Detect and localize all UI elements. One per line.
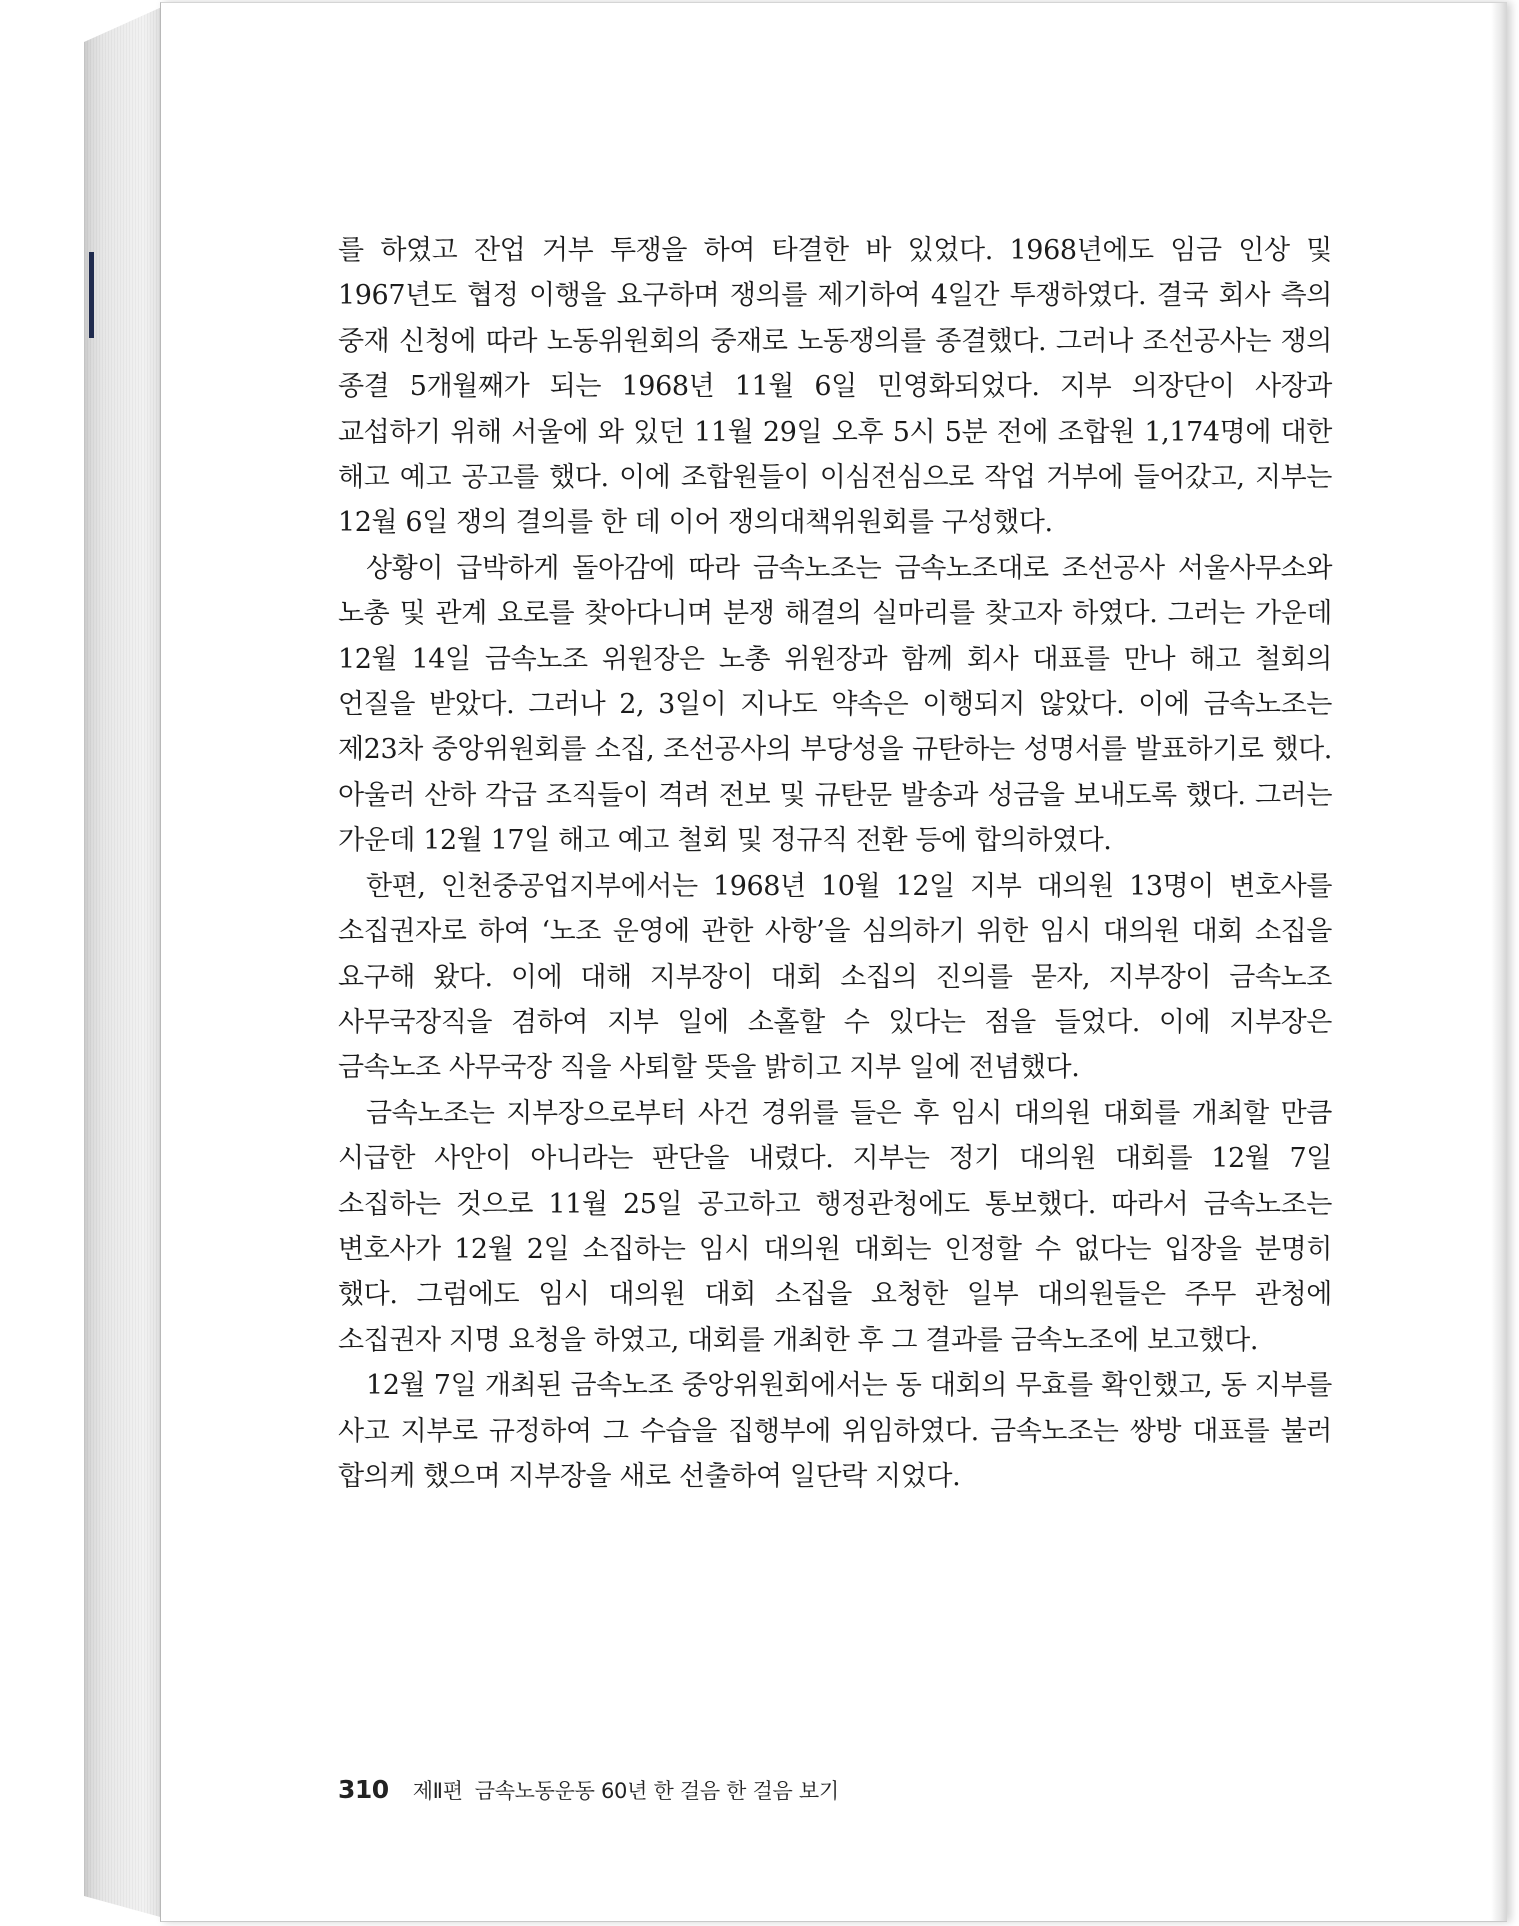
paragraph-1: 를 하였고 잔업 거부 투쟁을 하여 타결한 바 있었다. 1968년에도 임금 인상 및 1967년도 협정 이행을 요구하며 쟁의를 제기하여 4일간 투쟁하였다. 결국 회사 측의 중재 신청에 따라 노동위원회의 중재로 노동쟁의를 종결했다. 그러나 조선공사는 쟁의 종결 5개월째가 되는 1968년 11월 6일 민영화되었다. 지부 의장단이 사장과 교섭하기 위해 서울에 와 있던 11월 29일 오후 5시 5분 전에 조합원 1,174명에 대한 해고 예고 공고를 했다. 이에 조합원들이 이심전심으로 작업 거부에 들어갔고, 지부는 12월 6일 쟁의 결의를 한 데 이어 쟁의대책위원회를 구성했다. <box>338 235 1332 539</box>
body-text <box>338 228 1332 1499</box>
running-title: 금속노동운동 60년 한 걸음 한 걸음 보기 <box>474 1779 839 1803</box>
bookmark-ribbon <box>89 252 94 338</box>
page-footer <box>338 1775 839 1805</box>
paragraph-4: 금속노조는 지부장으로부터 사건 경위를 들은 후 임시 대의원 대회를 개최할 만큼 시급한 사안이 아니라는 판단을 내렸다. 지부는 정기 대의원 대회를 12월 7일 소집하는 것으로 11월 25일 공고하고 행정관청에도 통보했다. 따라서 금속노조는 변호사가 12월 2일 소집하는 임시 대의원 대회는 인정할 수 없다는 입장을 분명히 했다. 그럼에도 임시 대의원 대회 소집을 요청한 일부 대의원들은 주무 관청에 소집권자 지명 요청을 하였고, 대회를 개최한 후 그 결과를 금속노조에 보고했다. <box>338 1097 1332 1356</box>
book-page-stack <box>84 6 164 1918</box>
page-number: 310 <box>338 1775 389 1804</box>
part-label: 제Ⅱ편 <box>412 1779 463 1803</box>
paragraph-2: 상황이 급박하게 돌아감에 따라 금속노조는 금속노조대로 조선공사 서울사무소와 노총 및 관계 요로를 찾아다니며 분쟁 해결의 실마리를 찾고자 하였다. 그러는 가운데 12월 14일 금속노조 위원장은 노총 위원장과 함께 회사 대표를 만나 해고 철회의 언질을 받았다. 그러나 2, 3일이 지나도 약속은 이행되지 않았다. 이에 금속노조는 제23차 중앙위원회를 소집, 조선공사의 부당성을 규탄하는 성명서를 발표하기로 했다. 아울러 산하 각급 조직들이 격려 전보 및 규탄문 발송과 성금을 보내도록 했다. 그러는 가운데 12월 17일 해고 예고 철회 및 정규직 전환 등에 합의하였다. <box>338 552 1332 857</box>
page-edge-shadow <box>1491 3 1507 1921</box>
paragraph-3: 한편, 인천중공업지부에서는 1968년 10월 12일 지부 대의원 13명이 변호사를 소집권자로 하여 ‘노조 운영에 관한 사항’을 심의하기 위한 임시 대의원 대회 소집을 요구해 왔다. 이에 대해 지부장이 대회 소집의 진의를 묻자, 지부장이 금속노조 사무국장직을 겸하여 지부 일에 소홀할 수 있다는 점을 들었다. 이에 지부장은 금속노조 사무국장 직을 사퇴할 뜻을 밝히고 지부 일에 전념했다. <box>338 870 1332 1084</box>
paragraph-5: 12월 7일 개최된 금속노조 중앙위원회에서는 동 대회의 무효를 확인했고, 동 지부를 사고 지부로 규정하여 그 수습을 집행부에 위임하였다. 금속노조는 쌍방 대표를 불러 합의케 했으며 지부장을 새로 선출하여 일단락 지었다. <box>338 1370 1332 1492</box>
